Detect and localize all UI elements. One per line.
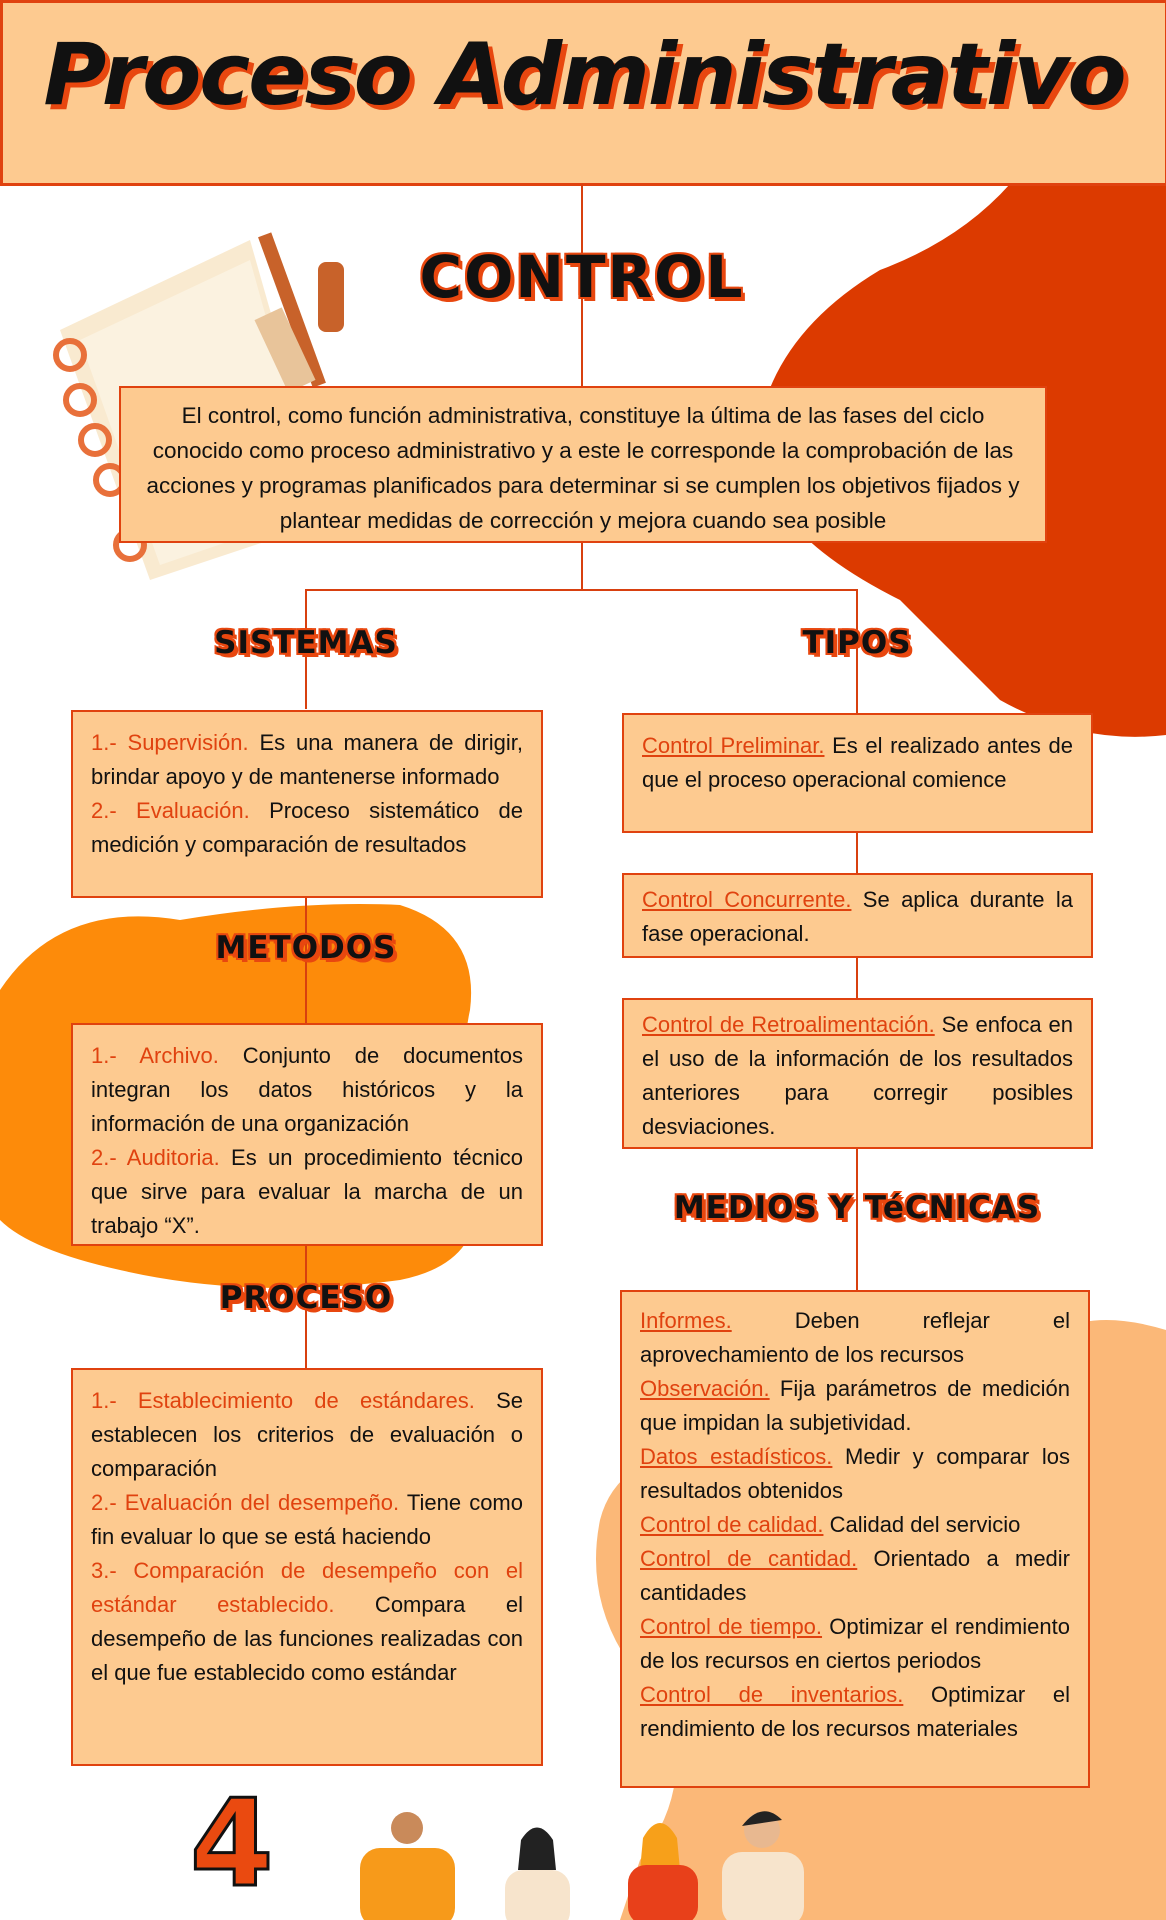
tipo-box: Control Concurrente. Se aplica durante la fase operacional.	[622, 873, 1093, 958]
metodos-heading: METODOS	[215, 930, 397, 966]
sistemas-heading: SISTEMAS	[214, 625, 398, 661]
tipo-box: Control Preliminar. Es el realizado antes de que el proceso operacional comience	[622, 713, 1093, 833]
list-item: Observación. Fija parámetros de medición que impidan la subjetividad.	[640, 1376, 1070, 1435]
list-item: Informes. Deben reflejar el aprovechamiento de los recursos	[640, 1308, 1070, 1367]
medios-heading: MEDIOS Y TéCNICAS	[673, 1190, 1041, 1226]
tipo-box: Control de Retroalimentación. Se enfoca en el uso de la información de los resultados anteriores para corregir posibles desviaciones.	[622, 998, 1093, 1149]
control-heading: CONTROL	[419, 243, 745, 311]
metodos-box	[71, 1023, 543, 1246]
list-item: 1.- Establecimiento de estándares. Se establecen los criterios de evaluación o comparación	[91, 1388, 523, 1481]
list-item: 3.- Comparación de desempeño con el estándar establecido. Compara el desempeño de las funciones realizadas con el que fue establecido como estándar	[91, 1558, 523, 1685]
sistemas-box	[71, 710, 543, 898]
page-title: Proceso Administrativo	[43, 25, 1125, 125]
proceso-heading: PROCESO	[219, 1280, 393, 1316]
list-item: 2.- Auditoria. Es un procedimiento técnico que sirve para evaluar la marcha de un trabajo “X”.	[91, 1145, 523, 1238]
list-item: 1.- Supervisión. Es una manera de dirigir, brindar apoyo y de mantenerse informado	[91, 730, 523, 789]
page-number: 4	[190, 1775, 274, 1914]
connector	[581, 543, 583, 591]
list-item: Datos estadísticos. Medir y comparar los resultados obtenidos	[640, 1444, 1070, 1503]
list-item: Control de calidad. Calidad del servicio	[640, 1512, 1021, 1537]
intro-box	[119, 386, 1047, 543]
list-item: Control de tiempo. Optimizar el rendimiento de los recursos en ciertos periodos	[640, 1614, 1070, 1673]
list-item: Control de inventarios. Optimizar el rendimiento de los recursos materiales	[640, 1682, 1070, 1741]
list-item: 2.- Evaluación del desempeño. Tiene como fin evaluar lo que se está haciendo	[91, 1490, 523, 1549]
tipos-heading: TIPOS	[802, 625, 912, 661]
intro-text: El control, como función administrativa, constituye la última de las fases del ciclo conocido como proceso administrativo y a este le corresponde la comprobación de las acciones y programas planificados para determinar si se cumplen los objetivos fijados y plantear medidas de corrección y mejora cuando sea posible	[146, 403, 1020, 533]
connector	[856, 833, 858, 873]
list-item: 1.- Archivo. Conjunto de documentos integran los datos históricos y la información de una organización	[91, 1043, 523, 1136]
connector	[856, 958, 858, 998]
header-banner	[0, 0, 1166, 186]
list-item: 2.- Evaluación. Proceso sistemático de medición y comparación de resultados	[91, 798, 524, 857]
proceso-box	[71, 1368, 543, 1766]
medios-box	[620, 1290, 1090, 1788]
connector	[306, 589, 858, 591]
list-item: Control de cantidad. Orientado a medir cantidades	[640, 1546, 1070, 1605]
